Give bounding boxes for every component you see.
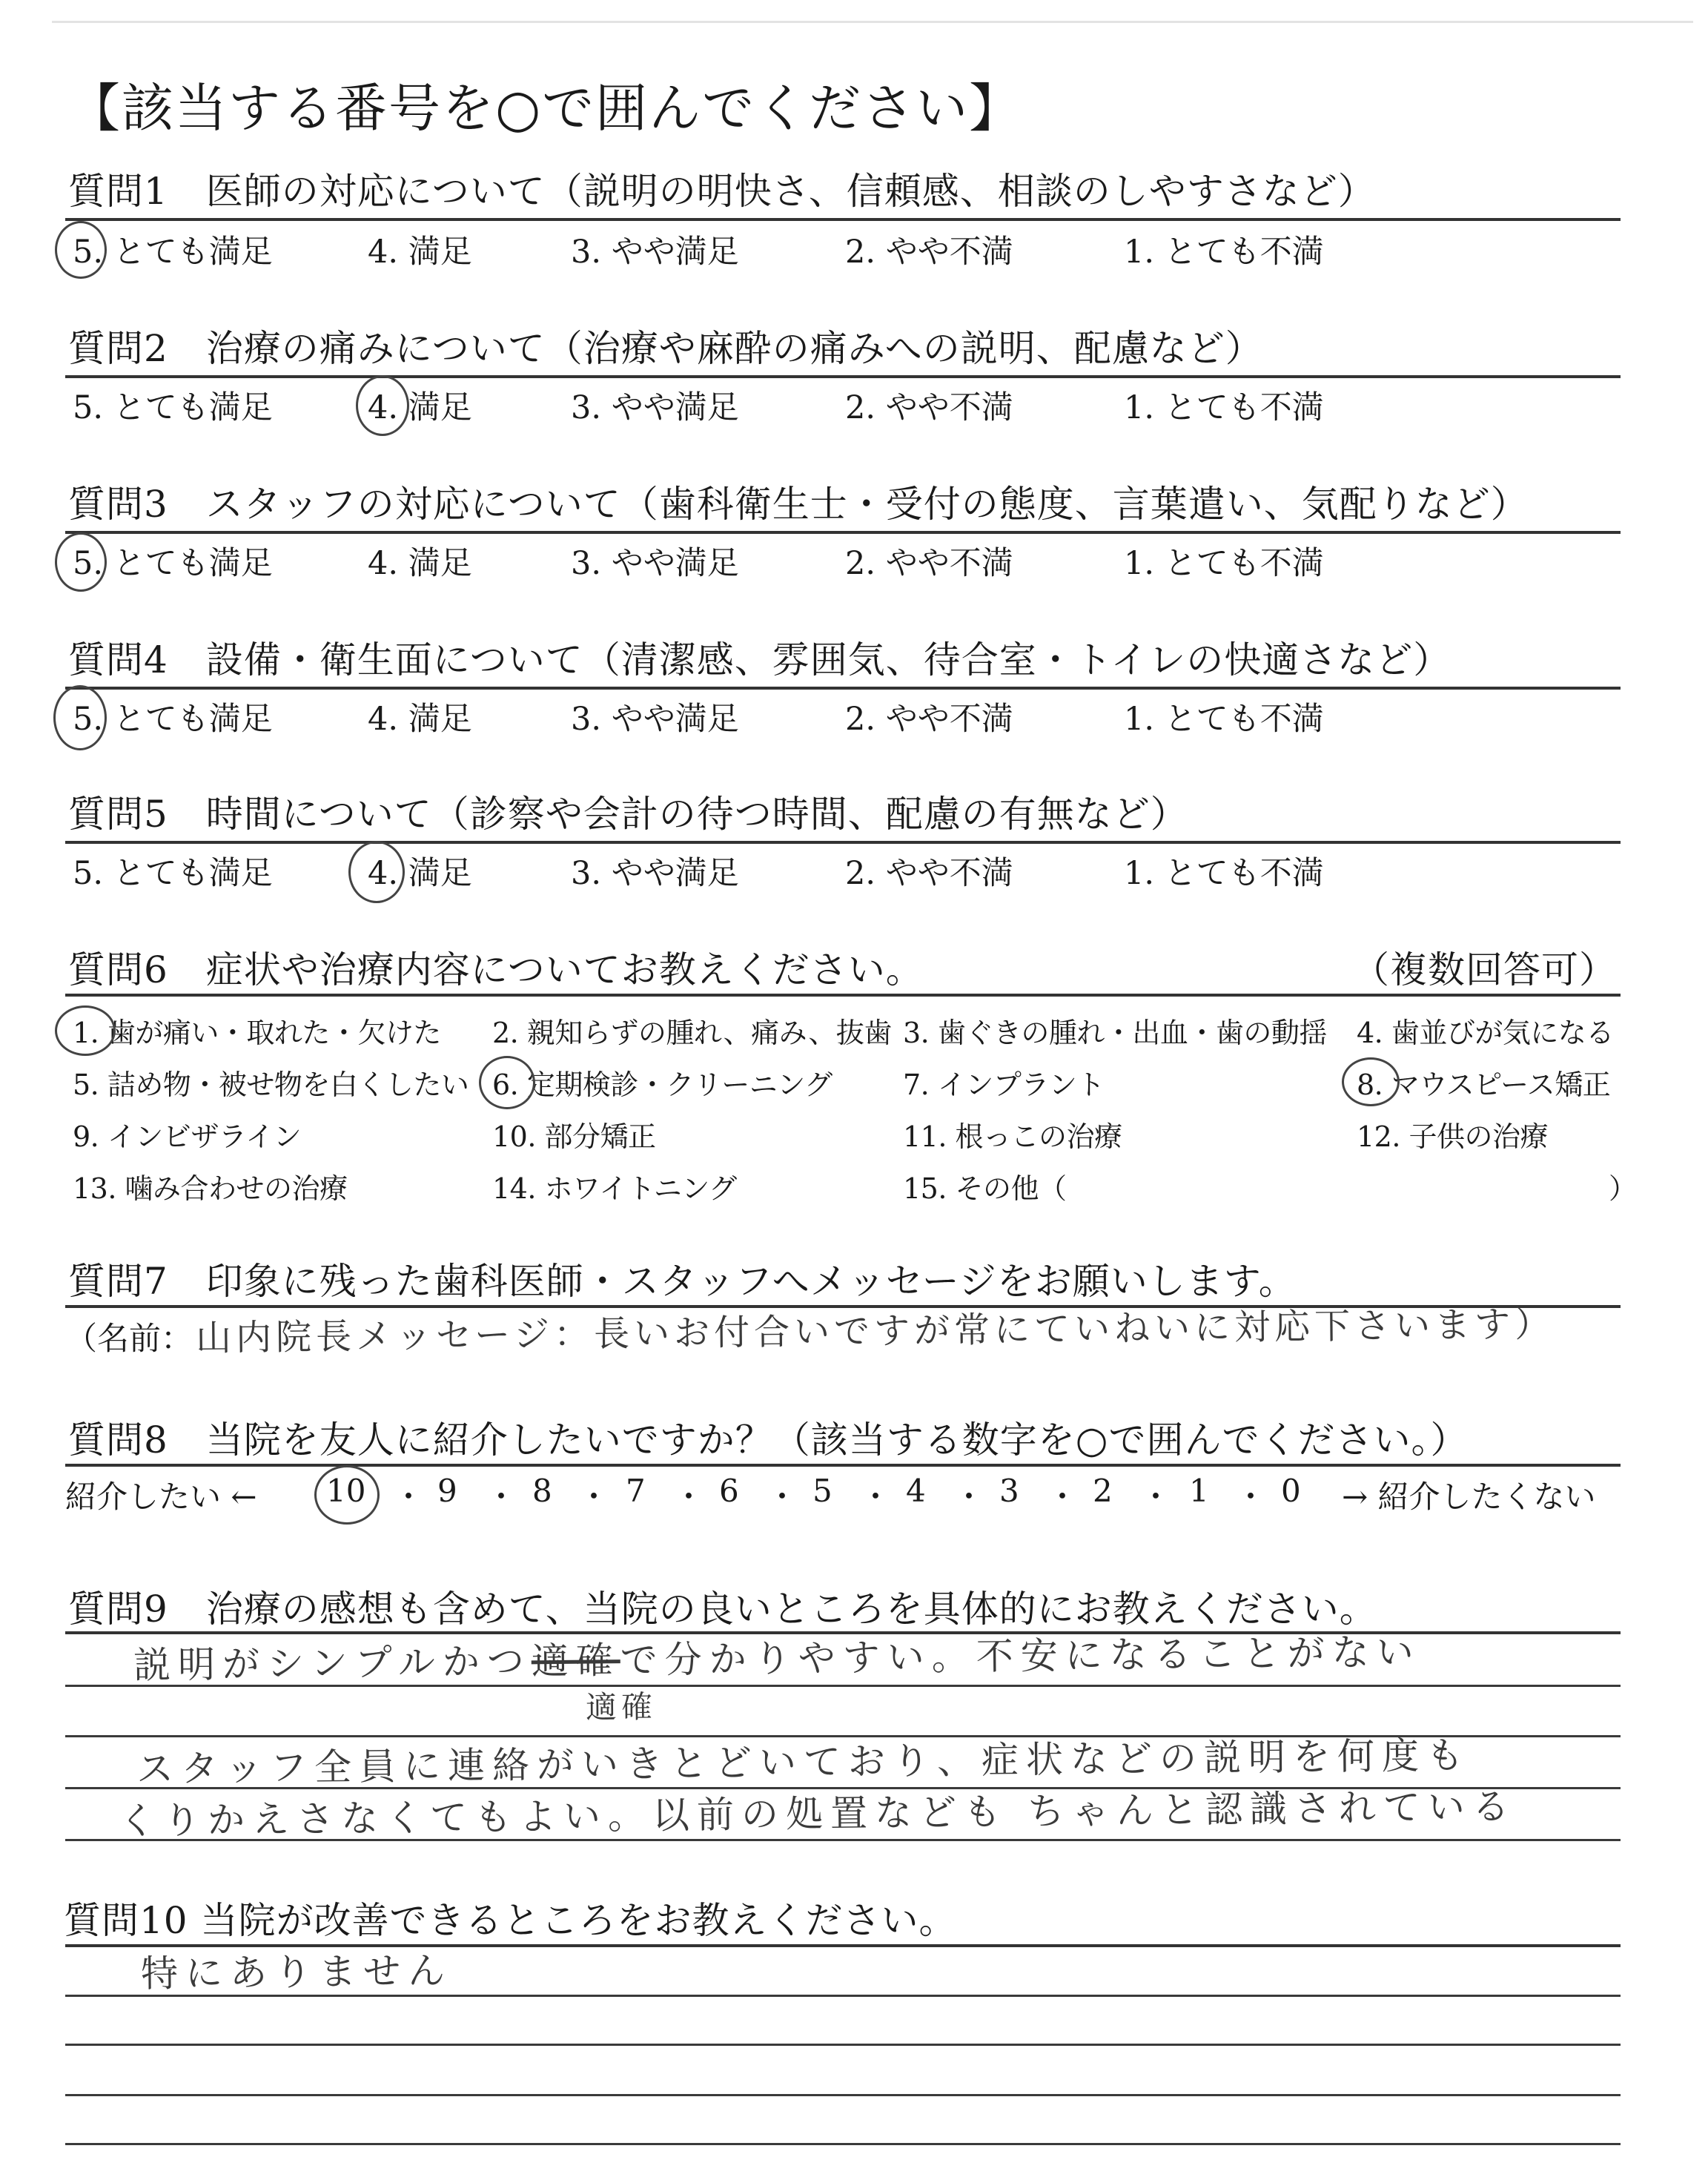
q3-option-1[interactable]: 1. とても不満 — [1124, 545, 1324, 582]
q6-option-5[interactable]: 5. 詰め物・被せ物を白くしたい — [73, 1069, 469, 1101]
q10-title: 質問10 当院が改善できるところをお教えください。 — [64, 1899, 957, 1942]
q8-scale-dot: ・ — [953, 1479, 985, 1515]
q6-selection-circle-8 — [1342, 1057, 1400, 1106]
q6-option-10[interactable]: 10. 部分矯正 — [492, 1120, 656, 1153]
q6-title: 質問6 症状や治療内容についてお教えください。 — [68, 948, 924, 991]
q1-selection-circle — [55, 221, 107, 279]
q5-selection-circle — [348, 841, 405, 903]
q4-rule — [65, 687, 1621, 690]
q8-scale-dot: ・ — [1047, 1479, 1079, 1515]
q4-title: 質問4 設備・衛生面について（清潔感、雰囲気、待合室・トイレの快適さなど） — [68, 638, 1452, 681]
q3-option-3[interactable]: 3. やや満足 — [571, 545, 739, 582]
page-top-rule — [52, 21, 1693, 23]
q6-option-12[interactable]: 12. 子供の治療 — [1357, 1120, 1549, 1153]
q10-rule-4 — [65, 2094, 1621, 2096]
q1-option-5[interactable]: 5. とても満足 — [73, 234, 273, 271]
q8-scale-1[interactable]: 1 — [1189, 1473, 1209, 1509]
q8-scale-dot: ・ — [1235, 1479, 1267, 1515]
q8-left-label: 紹介したい ← — [65, 1479, 257, 1515]
q1-rule — [65, 218, 1621, 221]
q6-option-9[interactable]: 9. インビザライン — [73, 1120, 302, 1153]
q8-scale-6[interactable]: 6 — [719, 1473, 739, 1509]
q6-option-8[interactable]: 8. マウスピース矯正 — [1357, 1069, 1611, 1101]
q8-scale-2[interactable]: 2 — [1093, 1473, 1113, 1509]
q2-option-5[interactable]: 5. とても満足 — [73, 389, 273, 426]
q1-title: 質問1 医師の対応について（説明の明快さ、信頼感、相談のしやすさなど） — [68, 170, 1376, 213]
q5-option-2[interactable]: 2. やや不満 — [845, 855, 1013, 892]
q4-option-5[interactable]: 5. とても満足 — [73, 701, 273, 738]
q7-title: 質問7 印象に残った歯科医師・スタッフへメッセージをお願いします。 — [68, 1260, 1297, 1303]
q1-option-4[interactable]: 4. 満足 — [368, 234, 472, 271]
q8-scale-dot: ・ — [860, 1479, 892, 1515]
q2-option-1[interactable]: 1. とても不満 — [1124, 389, 1324, 426]
q10-rule-3 — [65, 2044, 1621, 2046]
q6-option-1[interactable]: 1. 歯が痛い・取れた・欠けた — [73, 1017, 441, 1049]
q9-line1-struck-word: 適確 — [531, 1639, 621, 1683]
q6-option-2[interactable]: 2. 親知らずの腫れ、痛み、抜歯 — [492, 1017, 892, 1049]
form-heading: 【該当する番号を○で囲んでください】 — [68, 78, 1023, 139]
q5-option-1[interactable]: 1. とても不満 — [1124, 855, 1324, 892]
q6-option-6[interactable]: 6. 定期検診・クリーニング — [492, 1069, 833, 1101]
q4-selection-circle — [53, 685, 107, 750]
q6-multiple-answer-note: （複数回答可） — [1352, 948, 1617, 991]
q8-scale-5[interactable]: 5 — [812, 1473, 833, 1509]
q9-title: 質問9 治療の感想も含めて、当院の良いところを具体的にお教えください。 — [68, 1588, 1377, 1631]
q8-scale-8[interactable]: 8 — [532, 1473, 552, 1509]
q2-rule — [65, 375, 1621, 378]
q9-line1-start: 説明がシンプルかつ — [133, 1639, 532, 1687]
q8-scale-3[interactable]: 3 — [999, 1473, 1019, 1509]
q8-scale-dot: ・ — [1140, 1479, 1172, 1515]
q3-option-5[interactable]: 5. とても満足 — [73, 545, 273, 582]
q8-title: 質問8 当院を友人に紹介したいですか？（該当する数字を○で囲んでください。） — [68, 1418, 1469, 1462]
q8-scale-dot: ・ — [673, 1479, 705, 1515]
q10-rule-5 — [65, 2143, 1621, 2145]
q6-option-13[interactable]: 13. 噛み合わせの治療 — [73, 1172, 348, 1205]
q8-scale-dot: ・ — [578, 1479, 610, 1515]
q4-option-3[interactable]: 3. やや満足 — [571, 701, 739, 738]
q6-selection-circle-1 — [55, 1005, 116, 1056]
q3-selection-circle — [55, 532, 107, 592]
q3-option-2[interactable]: 2. やや不満 — [845, 545, 1013, 582]
q8-scale-7[interactable]: 7 — [626, 1473, 646, 1509]
q1-option-3[interactable]: 3. やや満足 — [571, 234, 739, 271]
q7-handwritten-message: 山内院長メッセージ：長いお付合いですが常にていねいに対応下さいます） — [195, 1303, 1555, 1359]
q8-scale-dot: ・ — [486, 1479, 517, 1515]
q8-selection-circle — [314, 1465, 380, 1525]
q8-scale-dot: ・ — [767, 1479, 798, 1515]
q6-option-3[interactable]: 3. 歯ぐきの腫れ・出血・歯の動揺 — [903, 1017, 1327, 1049]
q1-option-2[interactable]: 2. やや不満 — [845, 234, 1013, 271]
q6-option-7[interactable]: 7. インプラント — [903, 1069, 1105, 1101]
q2-selection-circle — [356, 375, 409, 436]
q4-option-2[interactable]: 2. やや不満 — [845, 701, 1013, 738]
q3-option-4[interactable]: 4. 満足 — [368, 545, 472, 582]
q5-rule — [65, 841, 1621, 844]
q6-option-4[interactable]: 4. 歯並びが気になる — [1357, 1017, 1614, 1049]
q5-option-4[interactable]: 4. 満足 — [368, 855, 472, 892]
q8-scale-0[interactable]: 0 — [1281, 1473, 1301, 1509]
q7-name-label: （名前： — [65, 1321, 193, 1358]
q6-rule — [65, 994, 1621, 997]
q3-rule — [65, 531, 1621, 534]
q6-option-14[interactable]: 14. ホワイトニング — [492, 1172, 737, 1205]
q6-selection-circle-6 — [479, 1056, 535, 1109]
q9-line1-end: で分かりやすい。不安になることがない — [620, 1630, 1422, 1682]
q2-option-2[interactable]: 2. やや不満 — [845, 389, 1013, 426]
q8-rule — [65, 1464, 1621, 1467]
q5-option-5[interactable]: 5. とても満足 — [73, 855, 273, 892]
q6-option-15-close: ） — [1609, 1172, 1637, 1205]
q8-scale-10[interactable]: 10 — [326, 1473, 366, 1509]
q8-right-label: → 紹介したくない — [1342, 1479, 1596, 1515]
q9-handwritten-line-2: スタッフ全員に連絡がいきとどいており、症状などの説明を何度も — [136, 1734, 1472, 1791]
q8-scale-4[interactable]: 4 — [906, 1473, 926, 1509]
q8-scale-dot: ・ — [393, 1479, 425, 1515]
q5-option-3[interactable]: 3. やや満足 — [571, 855, 739, 892]
q4-option-1[interactable]: 1. とても不満 — [1124, 701, 1324, 738]
q4-option-4[interactable]: 4. 満足 — [368, 701, 472, 738]
q9-handwritten-line-3: くりかえさなくてもよい。以前の処置なども ちゃんと認識されている — [118, 1785, 1517, 1843]
q2-title: 質問2 治療の痛みについて（治療や麻酔の痛みへの説明、配慮など） — [68, 327, 1263, 370]
q2-option-4[interactable]: 4. 満足 — [368, 389, 472, 426]
q9-handwritten-correction: 適確 — [585, 1688, 658, 1725]
q3-title: 質問3 スタッフの対応について（歯科衛生士・受付の態度、言葉遣い、気配りなど） — [68, 483, 1529, 526]
q10-handwritten-answer: 特にありません — [140, 1949, 453, 1995]
q2-option-3[interactable]: 3. やや満足 — [571, 389, 739, 426]
q6-option-11[interactable]: 11. 根っこの治療 — [903, 1120, 1122, 1153]
q1-option-1[interactable]: 1. とても不満 — [1124, 234, 1324, 271]
q5-title: 質問5 時間について（診察や会計の待つ時間、配慮の有無など） — [68, 793, 1188, 836]
q6-option-15[interactable]: 15. その他（ — [903, 1172, 1067, 1205]
q8-scale-9[interactable]: 9 — [437, 1473, 457, 1509]
